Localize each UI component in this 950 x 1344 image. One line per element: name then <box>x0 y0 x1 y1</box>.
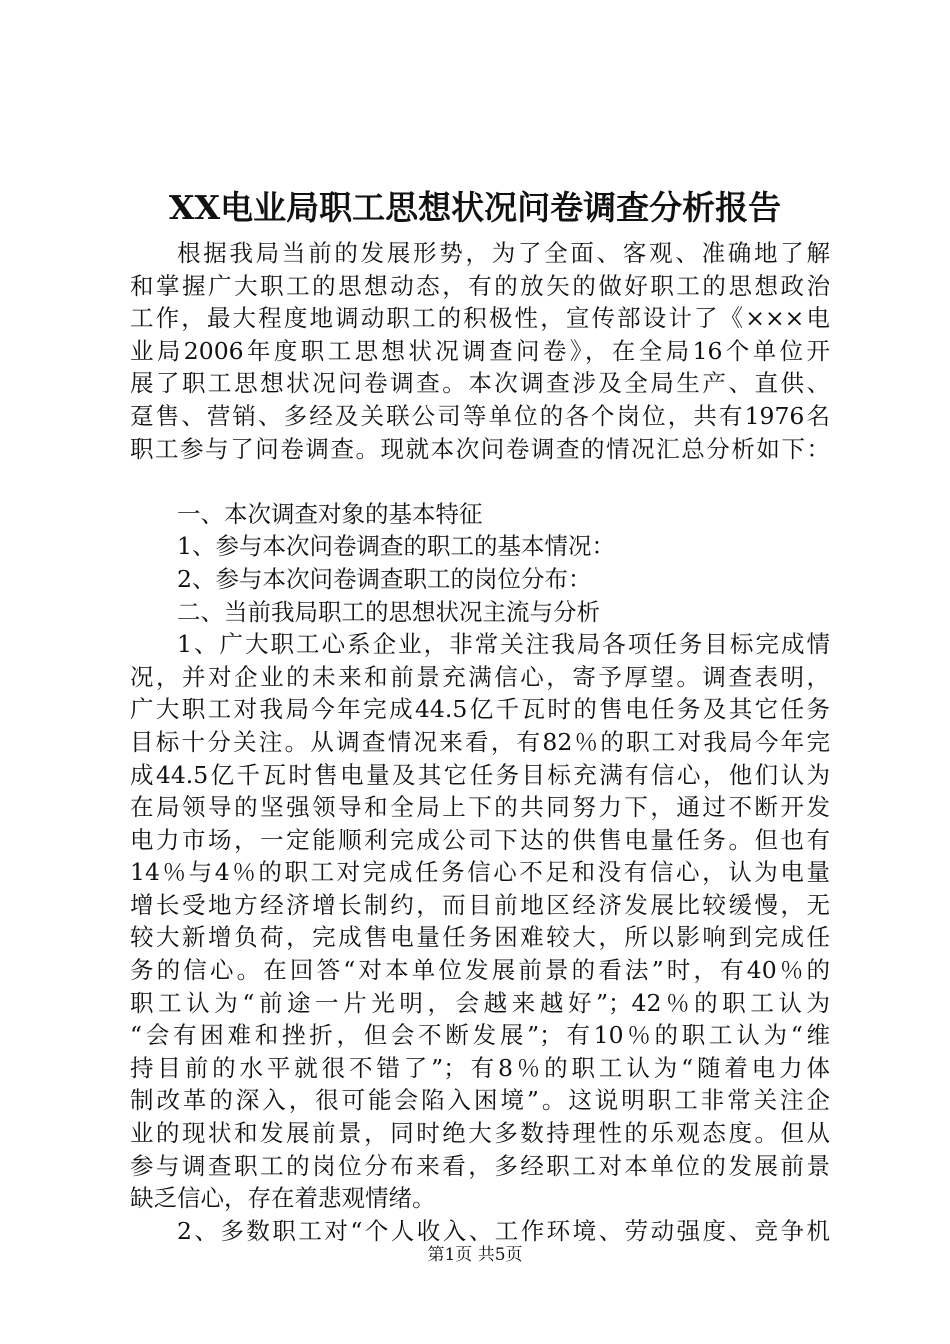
paragraph-line: 职工参与了问卷调查。现就本次问卷调查的情况汇总分析如下： <box>130 434 830 463</box>
paragraph-line: 电力市场，一定能顺利完成公司下达的供售电量任务。但也有 <box>130 825 830 854</box>
paragraph-line: 工作，最大程度地调动职工的积极性，宣传部设计了《×××电 <box>130 304 830 333</box>
section-heading: 1、参与本次问卷调查的职工的基本情况： <box>177 532 615 561</box>
paragraph-line: 2、多数职工对“个人收入、工作环境、劳动强度、竞争机 <box>177 1216 830 1245</box>
paragraph-line: 根据我局当前的发展形势，为了全面、客观、准确地了解 <box>177 239 830 267</box>
paragraph-line: 目标十分关注。从调查情况来看，有82％的职工对我局今年完 <box>130 727 830 756</box>
paragraph-line: 况，并对企业的未来和前景充满信心，寄予厚望。调查表明， <box>130 662 830 691</box>
paragraph-line: 增长受地方经济增长制约，而目前地区经济发展比较缓慢，无 <box>130 890 830 919</box>
paragraph-line: 持目前的水平就很不错了”；有8％的职工认为“随着电力体 <box>130 1053 830 1082</box>
paragraph-line: 和掌握广大职工的思想动态，有的放矢的做好职工的思想政治 <box>130 271 830 300</box>
paragraph-line: 较大新增负荷，完成售电量任务困难较大，所以影响到完成任 <box>130 923 830 952</box>
paragraph-line: 制改革的深入，很可能会陷入困境”。这说明职工非常关注企 <box>130 1086 830 1115</box>
page-footer: 第1页 共5页 <box>427 1245 523 1265</box>
document-body <box>130 237 830 1247</box>
paragraph-line: 参与调查职工的岗位分布来看，多经职工对本单位的发展前景 <box>130 1151 830 1180</box>
paragraph-line: 广大职工对我局今年完成44.5亿千瓦时的售电任务及其它任务 <box>130 695 830 724</box>
section-heading: 二、当前我局职工的思想状况主流与分析 <box>177 597 600 626</box>
paragraph-line: “会有困难和挫折，但会不断发展”；有10％的职工认为“维 <box>130 1021 830 1050</box>
paragraph-line: 成44.5亿千瓦时售电量及其它任务目标充满有信心，他们认为 <box>130 760 830 789</box>
paragraph-line: 1、广大职工心系企业，非常关注我局各项任务目标完成情 <box>177 630 830 659</box>
paragraph-line: 14％与4％的职工对完成任务信心不足和没有信心，认为电量 <box>130 858 830 887</box>
paragraph-line: 展了职工思想状况问卷调查。本次调查涉及全局生产、直供、 <box>130 369 830 398</box>
paragraph-line: 业局2006年度职工思想状况调查问卷》，在全局16个单位开 <box>130 336 830 365</box>
paragraph-line: 务的信心。在回答“对本单位发展前景的看法”时，有40％的 <box>130 956 830 985</box>
section-heading: 2、参与本次问卷调查职工的岗位分布： <box>177 564 592 593</box>
document-title: XX电业局职工思想状况问卷调查分析报告 <box>168 188 782 227</box>
paragraph-gap <box>130 465 830 498</box>
paragraph-line: 在局领导的坚强领导和全局上下的共同努力下，通过不断开发 <box>130 793 830 822</box>
paragraph-line: 趸售、营销、多经及关联公司等单位的各个岗位，共有1976名 <box>130 401 830 430</box>
section-heading: 一、本次调查对象的基本特征 <box>177 499 483 528</box>
paragraph-line: 职工认为“前途一片光明，会越来越好”；42％的职工认为 <box>130 988 830 1017</box>
paragraph-line: 缺乏信心，存在着悲观情绪。 <box>130 1184 436 1213</box>
paragraph-line: 业的现状和发展前景，同时绝大多数持理性的乐观态度。但从 <box>130 1119 830 1148</box>
